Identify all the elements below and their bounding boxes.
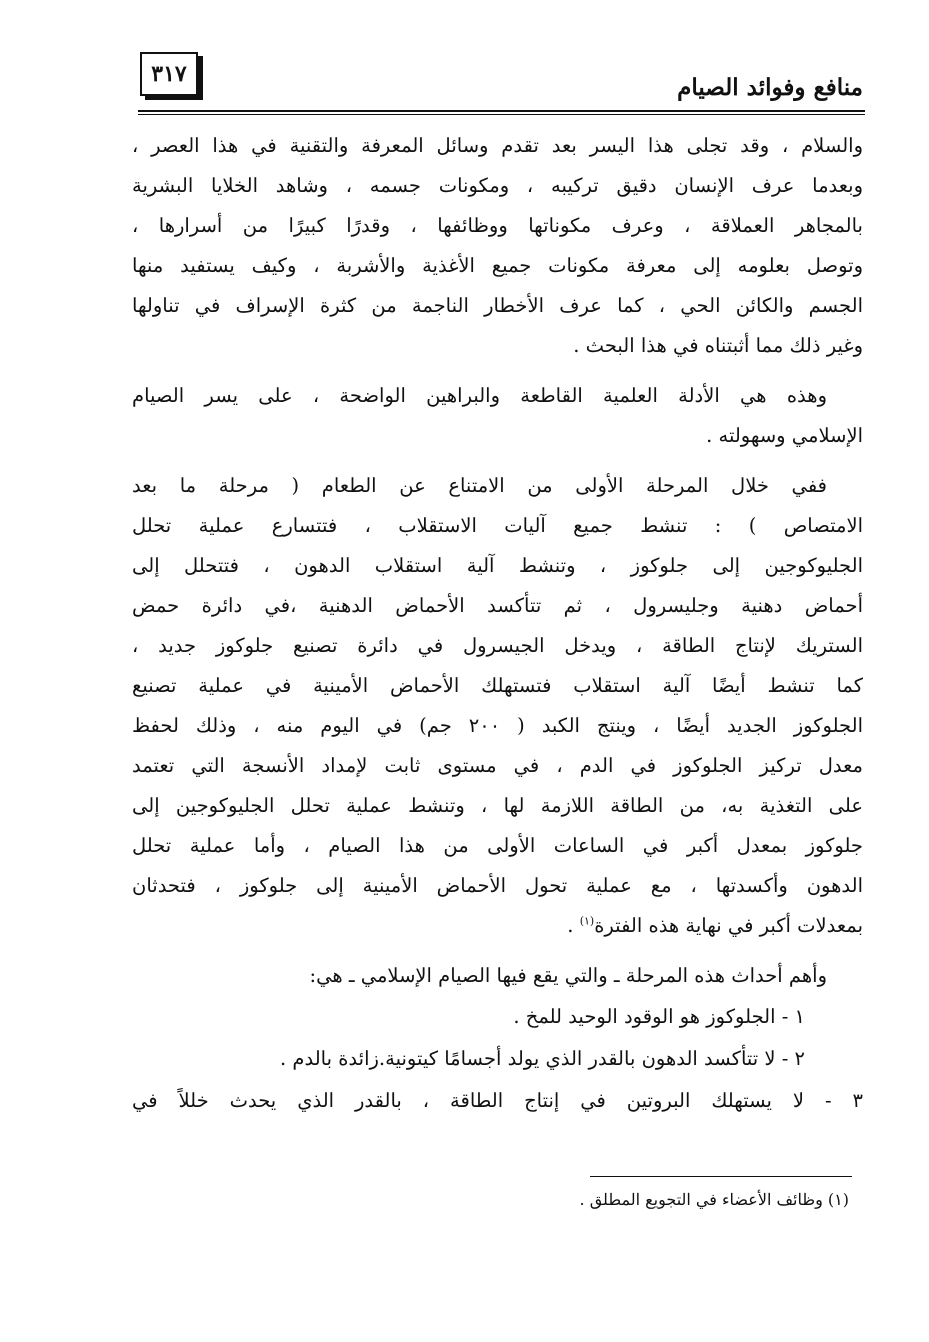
text-span: . xyxy=(567,914,580,937)
text-line: معدل تركيز الجلوكوز في الدم ، في مستوى ثابت لإمداد الأنسجة التي تعتمد xyxy=(132,754,863,777)
list-intro: وأهم أحداث هذه المرحلة ـ والتي يقع فيها الصيام الإسلامي ـ هي: xyxy=(309,964,827,987)
list-item: ١ - الجلوكوز هو الوقود الوحيد للمخ . xyxy=(513,1005,805,1028)
text-line: الجلوكوز الجديد أيضًا ، وينتج الكبد ( ٢٠٠ جم) في اليوم منه ، وذلك لحفظ xyxy=(132,714,863,737)
text-line-with-footnote xyxy=(132,906,863,946)
text-span: بمعدلات أكبر في نهاية هذه الفترة xyxy=(594,914,863,937)
paragraph xyxy=(132,376,863,456)
footnote-rule xyxy=(590,1176,852,1177)
page-number: ٣١٧ xyxy=(151,61,187,87)
list-item: ٢ - لا تتأكسد الدهون بالقدر الذي يولد أجسامًا كيتونية.زائدة بالدم . xyxy=(280,1047,805,1070)
list-item: ٣ - لا يستهلك البروتين في إنتاج الطاقة ، بالقدر الذي يحدث خللاً في xyxy=(132,1089,863,1112)
header-rule-thin xyxy=(138,114,865,115)
text-line: ففي خلال المرحلة الأولى من الامتناع عن الطعام ( مرحلة ما بعد xyxy=(132,474,827,497)
text-line: وغير ذلك مما أثبتناه في هذا البحث . xyxy=(573,334,863,357)
paragraph xyxy=(132,466,863,946)
text-line: الإسلامي وسهولته . xyxy=(706,424,863,447)
text-line: وبعدما عرف الإنسان دقيق تركيبه ، ومكونات جسمه ، وشاهد الخلايا البشرية xyxy=(132,174,863,197)
text-line: الجسم والكائن الحي ، كما عرف الأخطار الناجمة من كثرة الإسراف في تناولها xyxy=(132,294,863,317)
text-line: وتوصل بعلومه إلى معرفة مكونات جميع الأغذية والأشربة ، وكيف يستفيد منها xyxy=(132,254,863,277)
text-line: جلوكوز بمعدل أكبر في الساعات الأولى من هذا الصيام ، وأما عملية تحلل xyxy=(132,834,863,857)
page-number-box xyxy=(140,52,198,96)
text-line: بالمجاهر العملاقة ، وعرف مكوناتها ووظائفها ، وقدرًا كبيرًا من أسرارها ، xyxy=(132,214,863,237)
text-line: الجليوكوجين إلى جلوكوز ، وتنشط آلية استقلاب الدهون ، فتتحلل إلى xyxy=(132,554,863,577)
text-line: على التغذية به، من الطاقة اللازمة لها ، وتنشط عملية تحلل الجليوكوجين إلى xyxy=(132,794,863,817)
text-line: كما تنشط أيضًا آلية استقلاب فتستهلك الأحماض الأمينية في عملية تصنيع xyxy=(132,674,863,697)
text-line: وهذه هي الأدلة العلمية القاطعة والبراهين الواضحة ، على يسر الصيام xyxy=(132,384,827,407)
text-line: الستريك لإنتاج الطاقة ، ويدخل الجيسرول في دائرة تصنيع جلوكوز جديد ، xyxy=(132,634,863,657)
body-text xyxy=(132,126,863,1122)
footnote: (١) وظائف الأعضاء في التجويع المطلق . xyxy=(579,1190,849,1209)
footnote-marker: (١) xyxy=(579,914,595,928)
header-rule xyxy=(138,110,865,112)
running-title: منافع وفوائد الصيام xyxy=(677,74,863,101)
text-line: والسلام ، وقد تجلى هذا اليسر بعد تقدم وسائل المعرفة والتقنية في هذا العصر ، xyxy=(132,134,863,157)
text-line: أحماض دهنية وجليسرول ، ثم تتأكسد الأحماض الدهنية ،في دائرة حمض xyxy=(132,594,863,617)
paragraph xyxy=(132,126,863,366)
text-line: الدهون وأكسدتها ، مع عملية تحول الأحماض الأمينية إلى جلوكوز ، فتحدثان xyxy=(132,874,863,897)
text-line: الامتصاص ) : تنشط جميع آليات الاستقلاب ، فتتسارع عملية تحلل xyxy=(132,514,863,537)
